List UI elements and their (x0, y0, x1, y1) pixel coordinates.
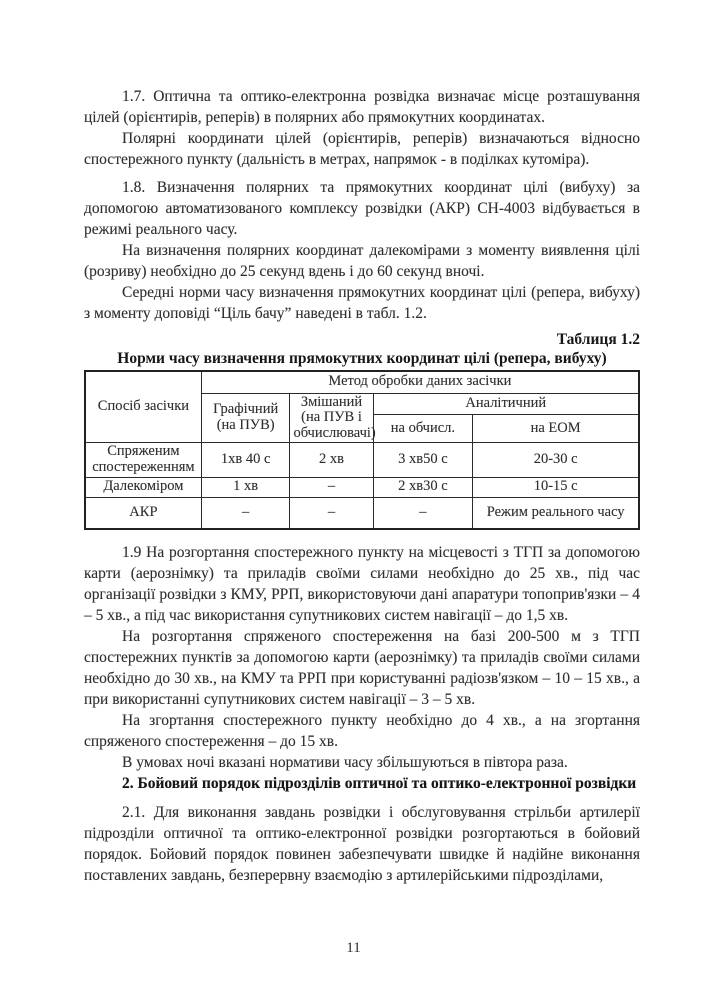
header-cell-analytic-eom: на ЕОМ (473, 414, 639, 443)
table-cell: – (290, 497, 373, 529)
paragraph-1-8: 1.8. Визначення полярних та прямокутних координат цілі (вибуху) за допомогою автоматизованого комплексу розвідки (АКР) СН-4003 відбувається в режимі реального часу. (84, 179, 640, 238)
table-cell: 3 хв50 с (373, 443, 473, 477)
table-cell: 10-15 с (473, 477, 639, 497)
table-row (85, 477, 639, 497)
table-cell: – (373, 497, 473, 529)
header-cell-mixed: Змішаний (на ПУВ і обчислювачі) (290, 393, 373, 443)
table-header-row-1 (85, 371, 639, 393)
table-cell: 1 хв (201, 477, 290, 497)
table-cell: Далекоміром (85, 477, 201, 497)
table-caption: Норми часу визначення прямокутних координат цілі (репера, вибуху) (117, 350, 607, 367)
table-cell: – (201, 497, 290, 529)
table-cell: 2 хв30 с (373, 477, 473, 497)
header-cell-group: Метод обробки даних засічки (201, 371, 639, 393)
section-2-heading: 2. Бойовий порядок підрозділів оптичної та оптико-електронної розвідки (122, 775, 637, 793)
paragraph-1-7-cont: Полярні координати цілей (орієнтирів, реперів) визначаються відносно спостережного пункту (дальність в метрах, напрямок - в поділках кутоміра). (84, 130, 640, 168)
table-cell: 2 хв (290, 443, 373, 477)
page-number: 11 (346, 940, 361, 956)
header-cell-graphic: Графічний (на ПУВ) (201, 393, 290, 443)
paragraph-1-9-cont-1: На розгортання спряженого спостереження на базі 200-500 м з ТГП спостережних пунктів за допомогою карти (аерознімку) та приладів своїми силами необхідно до 30 хв., на КМУ та РРП при користуванні радіозв'язком – 10 – 15 хв., а при використанні супутникових систем навігації – 3 – 5 хв. (84, 628, 640, 709)
table-label: Таблиця 1.2 (556, 331, 640, 348)
header-cell-method: Спосіб засічки (85, 371, 201, 443)
paragraph-1-9: 1.9 На розгортання спостережного пункту на місцевості з ТГП за допомогою карти (аерознімку) та приладів своїми силами необхідно до 25 хв., під час організації розвідки з КМУ, РРП, використовуючи дані апаратури топоприв'язки – 4 – 5 хв., а під час використання супутникових систем навігації – до 1,5 хв. (84, 544, 640, 625)
paragraph-1-8-cont-1: На визначення полярних координат далекомірами з моменту виявлення цілі (розриву) необхідно до 25 секунд вдень і до 60 секунд вночі. (84, 242, 640, 280)
paragraph-1-7: 1.7. Оптична та оптико-електронна розвідка визначає місце розташування цілей (орієнтирів, реперів) в полярних або прямокутних координатах. (84, 88, 640, 126)
table-cell: Спряженим спостереженням (85, 443, 201, 477)
paragraph-1-9-cont-3: В умовах ночі вказані нормативи часу збільшуються в півтора раза. (122, 754, 568, 772)
paragraph-2-1: 2.1. Для виконання завдань розвідки і обслуговування стрільби артилерії підрозділи оптичної та оптико-електронної розвідки розгортаються в бойовий порядок. Бойовий порядок повинен забезпечувати швидке й надійне виконання поставлених завдань, безперервну взаємодію з артилерійськими підрозділами, (84, 804, 640, 885)
paragraph-1-8-cont-2: Середні норми часу визначення прямокутних координат цілі (репера, вибуху) з моменту доповіді “Ціль бачу” наведені в табл. 1.2. (84, 284, 640, 322)
table-cell: Режим реального часу (473, 497, 639, 529)
table-cell: – (290, 477, 373, 497)
table-cell: 1хв 40 с (201, 443, 290, 477)
norms-table (84, 370, 640, 530)
table-cell: 20-30 с (473, 443, 639, 477)
text-block (84, 86, 640, 886)
table-row (85, 443, 639, 477)
header-cell-analytic: Аналітичний (373, 393, 639, 414)
table-row (85, 497, 639, 529)
table-cell: АКР (85, 497, 201, 529)
header-cell-analytic-calc: на обчисл. (373, 414, 473, 443)
paragraph-1-9-cont-2: На згортання спостережного пункту необхідно до 4 хв., а на згортання спряженого спостереження – до 15 хв. (84, 712, 640, 751)
